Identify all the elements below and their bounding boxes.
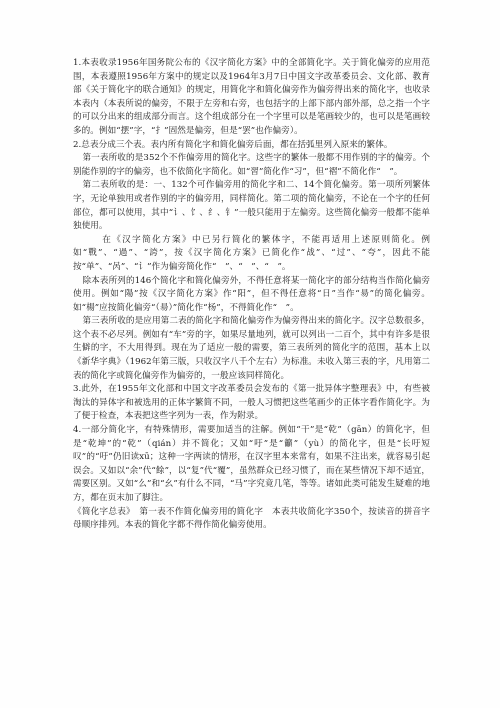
paragraph-2: 2.总表分成三个表。表内所有简化字和简化偏旁后面，都在括弧里列入原来的繁体。 [73, 139, 393, 150]
paragraph-3: 第一表所收的是352个不作偏旁用的简化字。这些字的繁体一般都不用作别的字的偏旁。个别能作别的字的偏旁，也不依简化字简化。如“習”简化作“习”，但“褶”不简化作“ ”。 [73, 153, 430, 177]
paragraph-10: 《简化字总表》 第一表不作简化偏旁用的简化字 本表共收简化字350个，按读音的拼音字母顺序排列。本表的简化字都不得作简化偏旁使用。 [73, 506, 430, 531]
paragraph-9: 4.一部分简化字，有特殊情形，需要加适当的注解。例如“干”是“乾”（gān）的简化字，但是“乾坤”的“乾”（qián）并不简化；又如“吁”是“籲”（yù）的简化字，但是“长吁短叹”的“吁”仍旧读xū；这种一字两读的情形，在汉字里本来常有，如果不注出来，就容易引起误会。又如以“余”代“餘”，以“复”代“覆”，虽然群众已经习惯了，而在某些情况下却不适宜，需要区别。又如“么”和“幺”有什么不同，“马”字究竟几笔，等等。诸如此类可能发生疑难的地方，都在页末加了脚注。 [73, 425, 430, 503]
paragraph-7: 第三表所收的是应用第二表的简化字和简化偏旁作为偏旁得出来的简化字。汉字总数很多，这个表不必尽列。例如有“车”旁的字，如果尽量地列，就可以列出一二百个，其中有许多是很生僻的字，不大用得到。现在为了适应一般的需要，第三表所列的简化字的范围，基本上以《新华字典》（1962年第三版，只收汉字八千个左右）为标准。未收入第三表的字，凡用第二表的简化字或简化偏旁作为偏旁的，一般应该同样简化。 [73, 316, 430, 381]
paragraph-1: 1.本表收录1956年国务院公布的《汉字简化方案》中的全部简化字。关于简化偏旁的应用范围，本表遵照1956年方案中的规定以及1964年3月7日中国文字改革委员会、文化部、教育部《关于简化字的联合通知》的规定，用简化字和简化偏旁作为偏旁得出来的简化字，也收录本表内（本表所说的偏旁，不限于左旁和右旁，也包括字的上部下部内部外部，总之指一个字的可以分出来的组成部分而言。这个组成部分在一个字里可以是笔画较少的，也可以是笔画较多的。例如“摆”字，“扌”固然是偏旁，但是“罢”也作偏旁）。 [73, 58, 430, 136]
paragraph-4: 第二表所收的是：一、132个可作偏旁用的简化字和二、14个简化偏旁。第一项所列繁体字，无论单独用或者作别的字的偏旁用，同样简化。第二项的简化偏旁，不论在一个字的任何部位，都可以使用，其中“讠、饣、纟、钅”一般只能用于左偏旁。这些简化偏旁一般都不能单独使用。 [73, 180, 430, 232]
paragraph-8: 3.此外，在1955年文化部和中国文字改革委员会发布的《第一批异体字整理表》中，有些被淘汰的异体字和被选用的正体字繁简不同，一般人习惯把这些笔画少的正体字看作简化字。为了便于检查，本表把这些字列为一表，作为附录。 [73, 384, 430, 422]
document-body [73, 57, 430, 533]
paragraph-6: 除本表所列的146个简化字和简化偏旁外，不得任意将某一简化字的部分结构当作简化偏旁使用。例如“陽”按《汉字简化方案》作“阳”，但不得任意将“日”当作“昜”的简化偏旁。如“楊”应按简化偏旁“（昜）”简化作“杨”，不得简化作“ ”。 [73, 275, 430, 313]
paragraph-5: 在《汉字简化方案》中已另行简化的繁体字，不能再适用上述原则简化。例如“戰”、“過”、“誇”，按《汉字简化方案》已简化作“战”、“过”、“夸”，因此不能按“单”、“呙”、“讠”作为偏旁简化作“ ”、“ ”、“ ”。 [73, 234, 430, 272]
